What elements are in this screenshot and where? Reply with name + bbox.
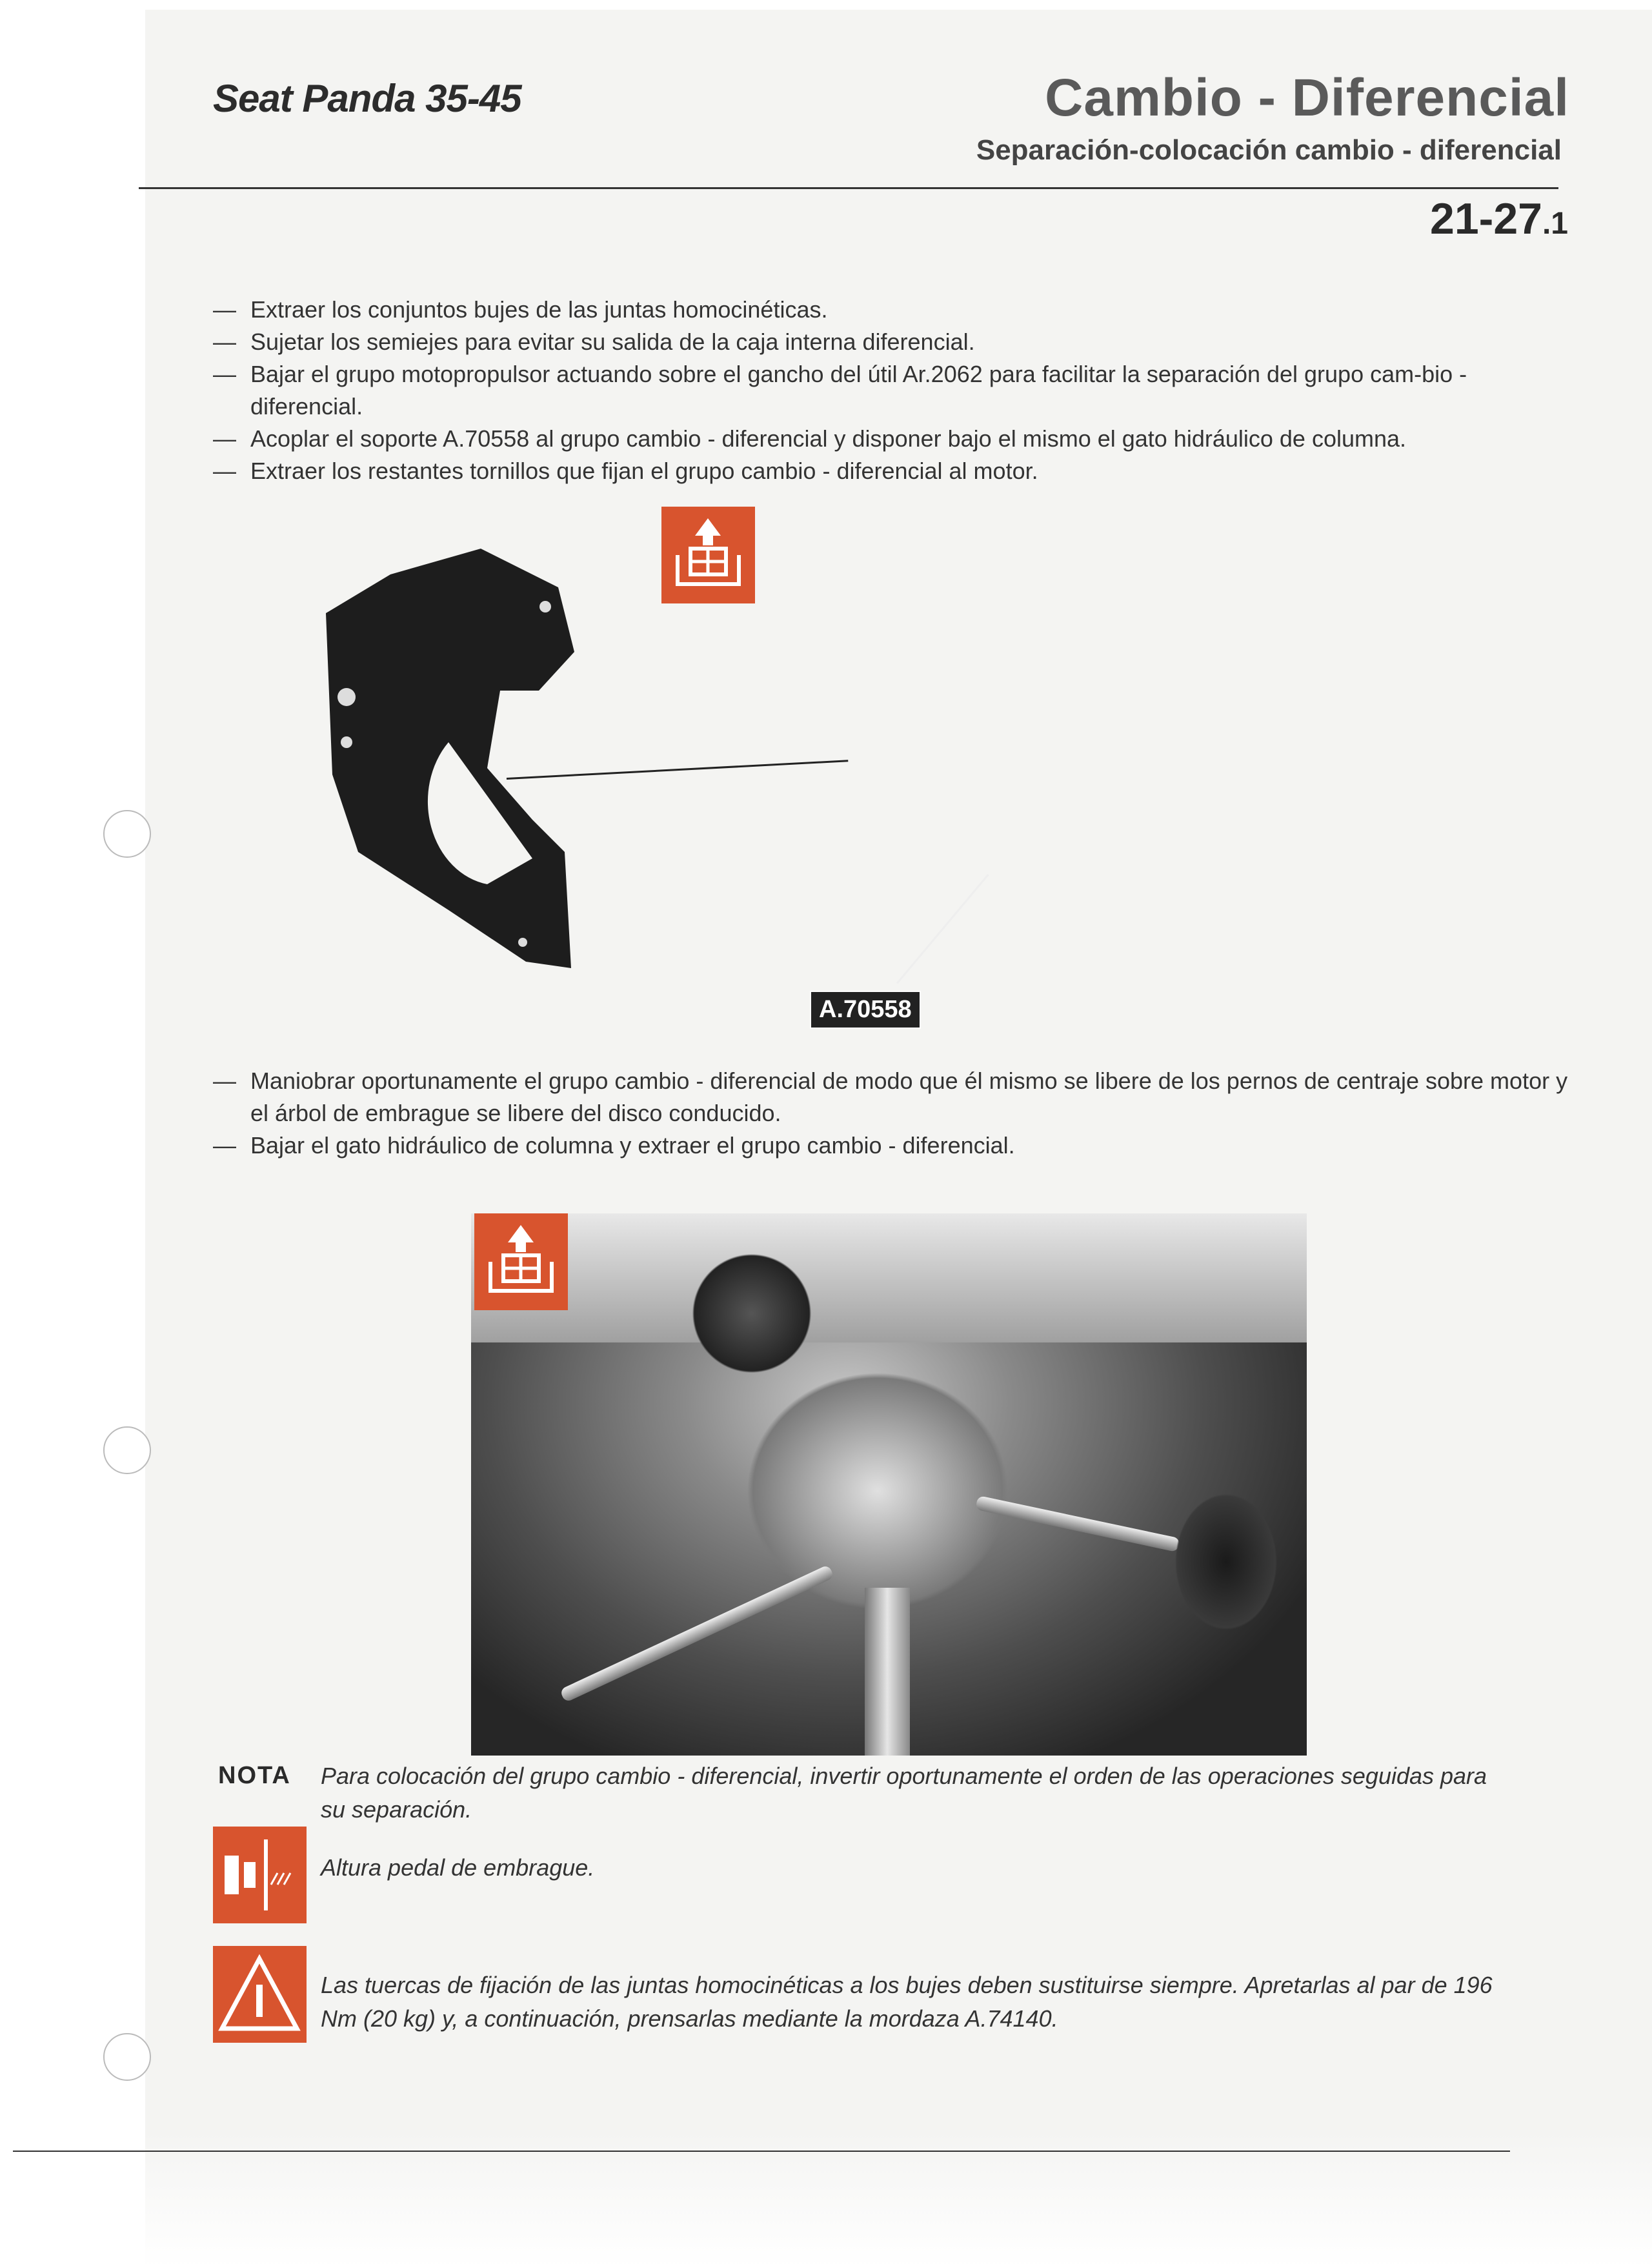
removal-icon-glyph bbox=[661, 507, 755, 603]
step-text: Extraer los conjuntos bujes de las juntas homocinéticas. bbox=[250, 296, 828, 323]
note-label: NOTA bbox=[218, 1762, 291, 1789]
step-text: Extraer los restantes tornillos que fijan el grupo cambio - diferencial al motor. bbox=[250, 458, 1038, 484]
warning-text: Las tuercas de fijación de las juntas homocinéticas a los bujes deben sustituirse siempre. Apretarlas al par de 196 Nm (20 kg) y, a continuación, prensarlas mediante la mordaza A.74140. bbox=[321, 1972, 1493, 2032]
wheel bbox=[1168, 1484, 1284, 1639]
steps-list-bottom bbox=[213, 1065, 1575, 1162]
note-text: Para colocación del grupo cambio - diferencial, invertir oportunamente el orden de las operaciones seguidas para su separación. bbox=[321, 1763, 1487, 1823]
step-text: Acoplar el soporte A.70558 al grupo cambio - diferencial y disponer bajo el mismo el gato hidráulico de columna. bbox=[250, 425, 1407, 452]
step-text: Bajar el gato hidráulico de columna y extraer el grupo cambio - diferencial. bbox=[250, 1132, 1015, 1159]
step-text: Maniobrar oportunamente el grupo cambio - diferencial de modo que él mismo se libere de los pernos de centraje sobre motor y el árbol de embrague se libere del disco conducido. bbox=[250, 1068, 1568, 1126]
photo-gearbox-lowered bbox=[471, 1213, 1307, 1756]
page-code bbox=[1430, 194, 1568, 244]
drive-shaft-left bbox=[559, 1564, 834, 1703]
page-code-suffix: .1 bbox=[1542, 207, 1568, 241]
dash-marker: — bbox=[213, 1068, 236, 1094]
warning-triangle-glyph bbox=[213, 1946, 307, 2043]
header-rule bbox=[139, 187, 1558, 189]
dash-marker: — bbox=[213, 1132, 236, 1159]
section-title: Cambio - Diferencial bbox=[1045, 68, 1569, 127]
removal-icon bbox=[661, 507, 755, 603]
subsection-title: Separación-colocación cambio - diferencial bbox=[976, 134, 1562, 166]
photo-background bbox=[471, 1213, 1307, 1342]
step-text: Sujetar los semiejes para evitar su salida de la caja interna diferencial. bbox=[250, 329, 975, 355]
clutch-cover-plate-illustration bbox=[319, 549, 578, 975]
steps-list-top bbox=[213, 294, 1568, 487]
binder-hole-3 bbox=[103, 2033, 151, 2081]
gearbox-housing bbox=[742, 1368, 1013, 1614]
binder-hole-2 bbox=[103, 1426, 151, 1474]
binder-hole-1 bbox=[103, 810, 151, 858]
removal-icon bbox=[474, 1213, 568, 1310]
dash-marker: — bbox=[213, 296, 236, 323]
step-item bbox=[213, 294, 1568, 326]
manual-title: Seat Panda 35-45 bbox=[213, 77, 521, 120]
clutch-adjust-glyph bbox=[213, 1827, 307, 1923]
clutch-note-text: Altura pedal de embrague. bbox=[321, 1854, 595, 1881]
step-item bbox=[213, 455, 1568, 487]
step-item bbox=[213, 423, 1568, 455]
step-item bbox=[213, 1065, 1575, 1129]
dash-marker: — bbox=[213, 361, 236, 387]
dash-marker: — bbox=[213, 425, 236, 452]
hydraulic-jack bbox=[865, 1588, 910, 1756]
clutch-adjust-icon bbox=[213, 1827, 307, 1923]
step-item bbox=[213, 358, 1568, 423]
tool-label: A.70558 bbox=[810, 991, 921, 1029]
footer-rule bbox=[13, 2151, 1510, 2152]
flywheel bbox=[684, 1246, 820, 1381]
step-item bbox=[213, 1129, 1575, 1162]
dash-marker: — bbox=[213, 458, 236, 484]
step-item bbox=[213, 326, 1568, 358]
warning-triangle-icon bbox=[213, 1946, 307, 2043]
page-code-main: 21-27 bbox=[1430, 194, 1542, 243]
removal-icon-glyph bbox=[474, 1213, 568, 1310]
dash-marker: — bbox=[213, 329, 236, 355]
step-text: Bajar el grupo motopropulsor actuando sobre el gancho del útil Ar.2062 para facilitar la separación del grupo cam-bio - diferencial. bbox=[250, 361, 1467, 420]
